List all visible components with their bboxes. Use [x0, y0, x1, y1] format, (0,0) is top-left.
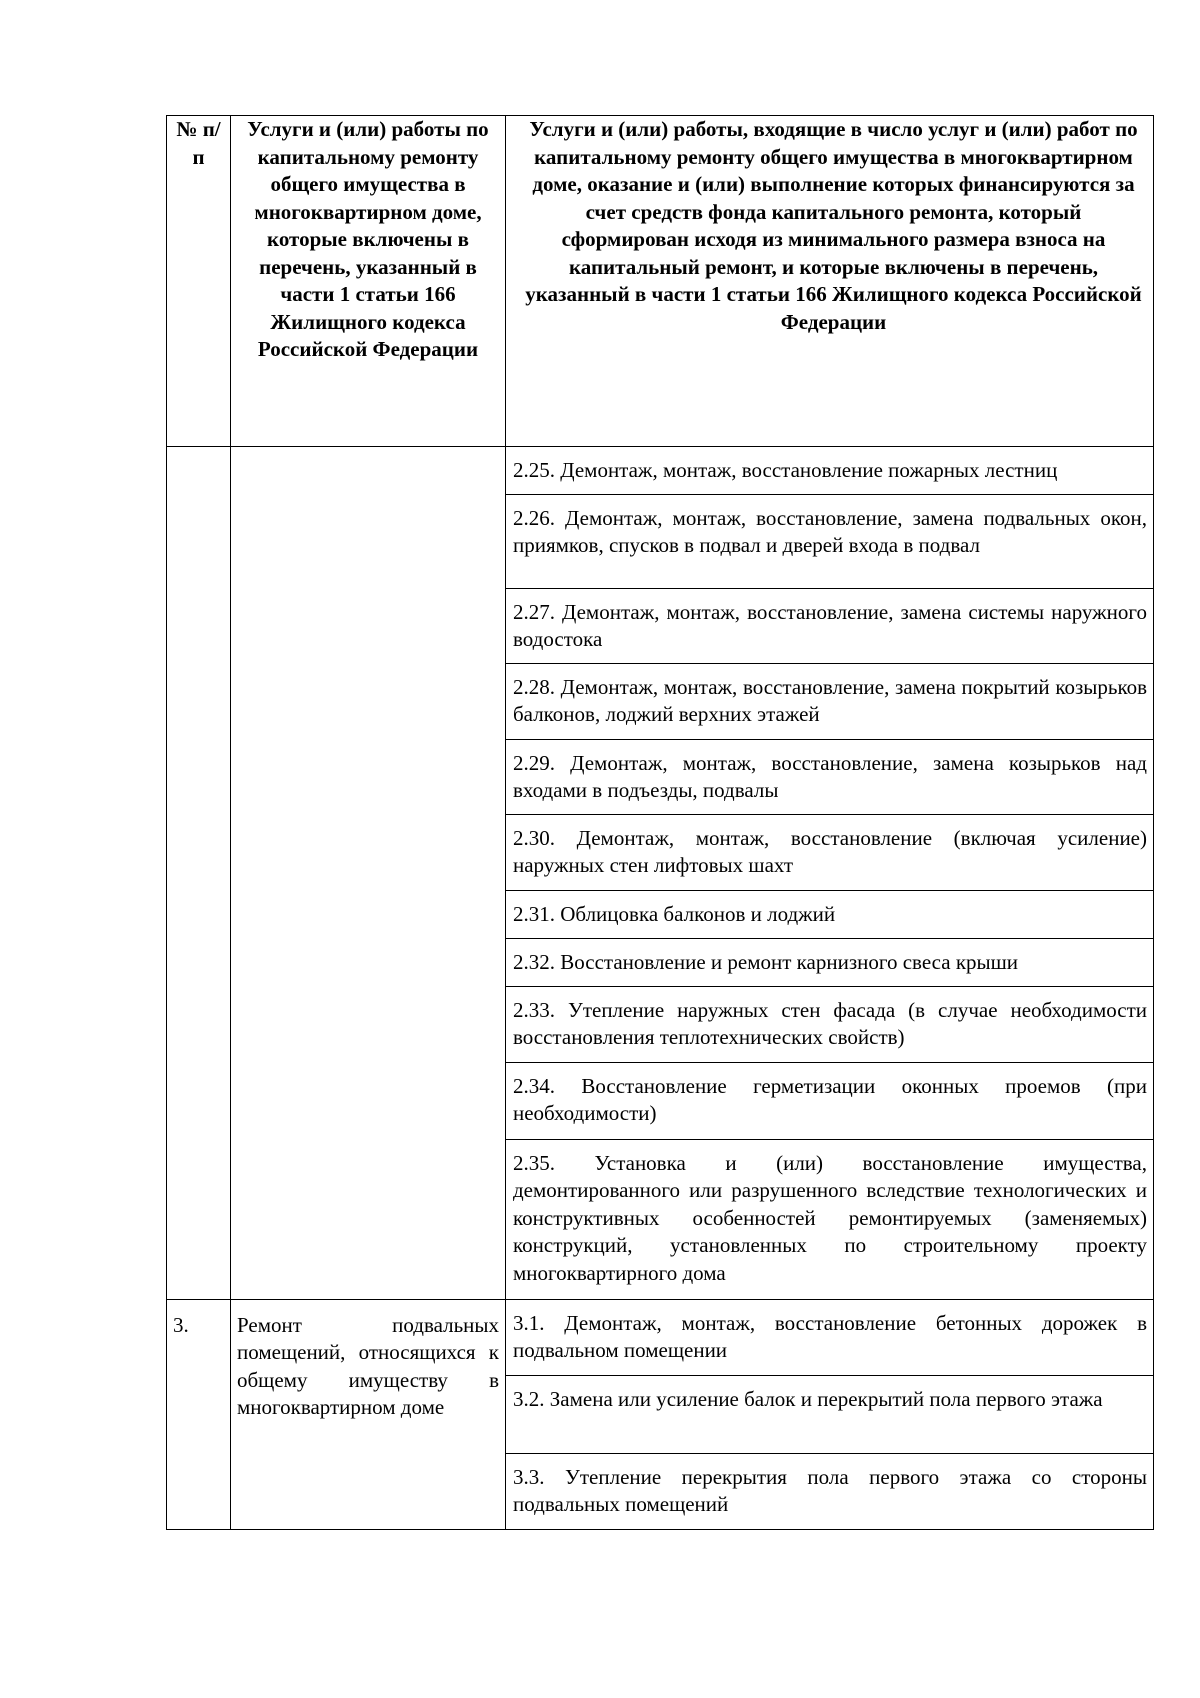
item-2-26: 2.26. Демонтаж, монтаж, восстановление, замена подвальных окон, приямков, спусков в подвал и дверей входа в подвал: [506, 494, 1153, 588]
item-2-30: 2.30. Демонтаж, монтаж, восстановление (включая усиление) наружных стен лифтовых шахт: [506, 814, 1153, 890]
table-header-row: [167, 116, 1154, 447]
section-items-cell: [506, 1299, 1154, 1529]
item-2-28: 2.28. Демонтаж, монтаж, восстановление, замена покрытий козырьков балконов, лоджий верхних этажей: [506, 663, 1153, 739]
section-items-cell: [506, 447, 1154, 1300]
section-name: Ремонт подвальных помещений, относящихся к общему имуществу в многоквартирном доме: [231, 1299, 506, 1529]
item-3-2: 3.2. Замена или усиление балок и перекрытий пола первого этажа: [506, 1375, 1153, 1453]
section-number: [167, 447, 231, 1300]
section-number: 3.: [167, 1299, 231, 1529]
item-2-29: 2.29. Демонтаж, монтаж, восстановление, замена козырьков над входами в подъезды, подвалы: [506, 739, 1153, 814]
works-table: [166, 115, 1154, 1530]
section-row: [167, 447, 1154, 1300]
header-number: № п/п: [167, 116, 231, 447]
item-2-35: 2.35. Установка и (или) восстановление имущества, демонтированного или разрушенного вследствие технологических и конструктивных особенностей ремонтируемых (заменяемых) конструкций, установленных по строительному проекту многоквартирного дома: [506, 1139, 1153, 1299]
section-name: [231, 447, 506, 1300]
item-2-27: 2.27. Демонтаж, монтаж, восстановление, замена системы наружного водостока: [506, 588, 1153, 663]
item-2-32: 2.32. Восстановление и ремонт карнизного свеса крыши: [506, 938, 1153, 986]
item-2-31: 2.31. Облицовка балконов и лоджий: [506, 890, 1153, 938]
section-row: [167, 1299, 1154, 1529]
item-3-3: 3.3. Утепление перекрытия пола первого этажа со стороны подвальных помещений: [506, 1453, 1153, 1529]
item-2-33: 2.33. Утепление наружных стен фасада (в случае необходимости восстановления теплотехнических свойств): [506, 986, 1153, 1062]
item-2-34: 2.34. Восстановление герметизации оконных проемов (при необходимости): [506, 1062, 1153, 1139]
header-service-list: Услуги и (или) работы, входящие в число услуг и (или) работ по капитальному ремонту общего имущества в многоквартирном доме, оказание и (или) выполнение которых финансируются за счет средств фонда капитального ремонта, который сформирован исходя из минимального размера взноса на капитальный ремонт, и которые включены в перечень, указанный в части 1 статьи 166 Жилищного кодекса Российской Федерации: [506, 116, 1154, 447]
item-2-25: 2.25. Демонтаж, монтаж, восстановление пожарных лестниц: [513, 458, 1058, 482]
header-service-group: Услуги и (или) работы по капитальному ремонту общего имущества в многоквартирном доме, которые включены в перечень, указанный в части 1 статьи 166 Жилищного кодекса Российской Федерации: [231, 116, 506, 447]
item-3-1: 3.1. Демонтаж, монтаж, восстановление бетонных дорожек в подвальном помещении: [513, 1310, 1147, 1362]
section-items: [506, 1300, 1153, 1529]
section-items: [506, 447, 1153, 1299]
